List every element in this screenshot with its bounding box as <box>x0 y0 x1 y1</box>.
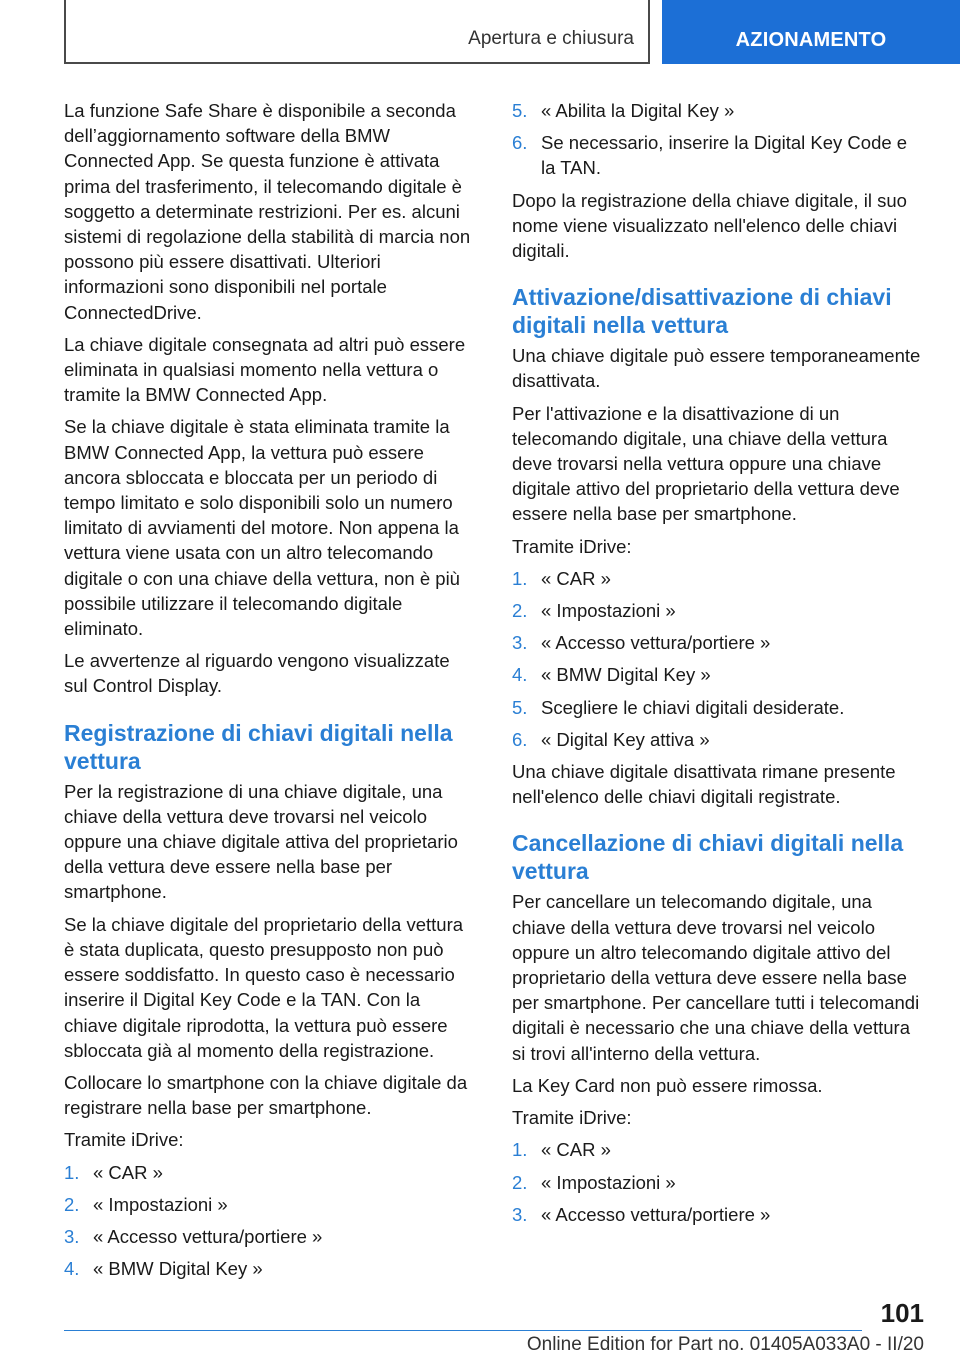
list-item <box>512 98 926 123</box>
step-number: 1. <box>64 1161 80 1183</box>
list-item <box>512 566 926 591</box>
paragraph: Per la registrazione di una chiave digitale, una chiave della vettura deve trovarsi nel veicolo oppure una chiave digitale attiva del proprietario della vettura deve essere nella base per smartphone. <box>64 780 458 903</box>
step-text: « BMW Digital Key » <box>93 1258 263 1280</box>
step-list <box>64 1160 478 1282</box>
step-number: 3. <box>512 1203 528 1225</box>
step-list <box>512 1137 926 1227</box>
paragraph: Una chiave digitale disattivata rimane presente nell'elenco delle chiavi digitali registrate. <box>512 761 896 808</box>
paragraph: Se la chiave digitale del proprietario della vettura è stata duplicata, questo presupposto non può essere soddisfatto. In questo caso è necessario inserire il Digital Key Code e la TAN. Con la chiave digitale riprodotta, la vettura può essere sbloccata già al momento della registrazione. <box>64 913 464 1061</box>
step-list <box>512 98 926 181</box>
list-item <box>512 1170 926 1195</box>
list-item <box>64 1160 478 1185</box>
list-item <box>512 662 926 687</box>
list-item <box>512 1202 926 1227</box>
paragraph: Se la chiave digitale è stata eliminata tramite la BMW Connected App, la vettura può essere ancora sbloccata e bloccata per un periodo di tempo limitato e solo disponibili solo un numero limitato di avviamenti del motore. Non appena la vettura viene usata con un altro telecomando digitale o con una chiave della vettura, non è più possibile utilizzare il telecomando digitale eliminato. <box>64 416 460 640</box>
list-item <box>64 1256 478 1281</box>
step-number: 2. <box>512 600 528 622</box>
step-number: 5. <box>512 696 528 718</box>
step-text: « Accesso vettura/portiere » <box>541 1203 771 1225</box>
step-text: « Accesso vettura/portiere » <box>541 632 771 654</box>
step-number: 2. <box>64 1193 80 1215</box>
paragraph: La chiave digitale consegnata ad altri può essere eliminata in qualsiasi momento nella vettura o tramite la BMW Connected App. <box>64 333 466 406</box>
left-column <box>64 98 478 1288</box>
footer-divider <box>64 1330 862 1331</box>
right-column <box>512 98 926 1234</box>
list-item <box>512 630 926 655</box>
paragraph: Una chiave digitale può essere temporaneamente disattivata. <box>512 345 921 392</box>
step-number: 1. <box>512 1139 528 1161</box>
step-text: « BMW Digital Key » <box>541 664 711 686</box>
step-number: 6. <box>512 132 528 154</box>
step-number: 3. <box>64 1225 80 1247</box>
list-item <box>512 727 926 752</box>
paragraph: Le avvertenze al riguardo vengono visualizzate sul Control Display. <box>64 650 450 697</box>
step-number: 1. <box>512 567 528 589</box>
list-item <box>512 695 926 720</box>
step-number: 3. <box>512 632 528 654</box>
chapter-tab <box>662 0 960 64</box>
list-item <box>512 130 926 180</box>
step-text: « Impostazioni » <box>541 600 676 622</box>
step-text: « Digital Key attiva » <box>541 728 710 750</box>
step-text: « Accesso vettura/portiere » <box>93 1225 323 1247</box>
step-text: « CAR » <box>541 567 611 589</box>
step-text: « Impostazioni » <box>541 1171 676 1193</box>
step-number: 2. <box>512 1171 528 1193</box>
list-item <box>512 598 926 623</box>
step-text: « CAR » <box>93 1161 163 1183</box>
chapter-title: AZIONAMENTO <box>735 29 887 51</box>
paragraph: La funzione Safe Share è disponibile a seconda dell’aggiornamento software della BMW Connected App. Se questa funzione è attivata prima del trasferimento, il telecomando digitale è soggetto a determinate restrizioni. Per es. alcuni sistemi di regolazione della stabilità di marcia non possono più essere disattivati. Ulteriori informazioni sono disponibili nel portale ConnectedDrive. <box>64 100 471 323</box>
step-number: 4. <box>512 664 528 686</box>
step-text: « Impostazioni » <box>93 1193 228 1215</box>
step-text: Scegliere le chiavi digitali desiderate. <box>541 696 845 718</box>
step-number: 4. <box>64 1258 80 1280</box>
list-item <box>512 1137 926 1162</box>
section-tab <box>64 0 650 64</box>
step-list <box>512 566 926 752</box>
step-text: Se necessario, inserire la Digital Key Code e la TAN. <box>541 132 908 179</box>
list-item <box>64 1192 478 1217</box>
paragraph: Per l'attivazione e la disattivazione di un telecomando digitale, una chiave della vettura deve trovarsi nella vettura oppure una chiave digitale attivo del proprietario della vettura deve essere nella base per smartphone. <box>512 402 900 525</box>
section-heading: Cancellazione di chiavi digitali nella vettura <box>512 830 904 885</box>
step-text: « Abilita la Digital Key » <box>541 100 735 121</box>
paragraph: Dopo la registrazione della chiave digitale, il suo nome viene visualizzato nell'elenco delle chiavi digitali. <box>512 189 907 262</box>
page-number: 101 <box>880 1298 924 1328</box>
section-heading: Attivazione/disattivazione di chiavi digitali nella vettura <box>512 284 892 339</box>
page-header <box>0 0 960 66</box>
section-title: Apertura e chiusura <box>468 28 634 49</box>
paragraph: Per cancellare un telecomando digitale, una chiave della vettura deve trovarsi nel veicolo oppure un altro telecomando digitale attivo del proprietario della vettura deve essere nella base per smartphone. Per cancellare tutti i telecomandi digitali è necessario che una chiave della vettura si trovi all'interno della vettura. <box>512 891 920 1064</box>
section-heading: Registrazione di chiavi digitali nella vettura <box>64 719 453 774</box>
step-number: 5. <box>512 100 528 121</box>
paragraph: Tramite iDrive: <box>64 1129 184 1151</box>
edition-note: Online Edition for Part no. 01405A033A0 - II/20 <box>526 1334 924 1355</box>
step-text: « CAR » <box>541 1139 611 1161</box>
paragraph: La Key Card non può essere rimossa. <box>512 1074 823 1096</box>
list-item <box>64 1224 478 1249</box>
paragraph: Tramite iDrive: <box>512 1107 632 1129</box>
paragraph: Tramite iDrive: <box>512 535 632 557</box>
step-number: 6. <box>512 728 528 750</box>
paragraph: Collocare lo smartphone con la chiave digitale da registrare nella base per smartphone. <box>64 1071 468 1119</box>
